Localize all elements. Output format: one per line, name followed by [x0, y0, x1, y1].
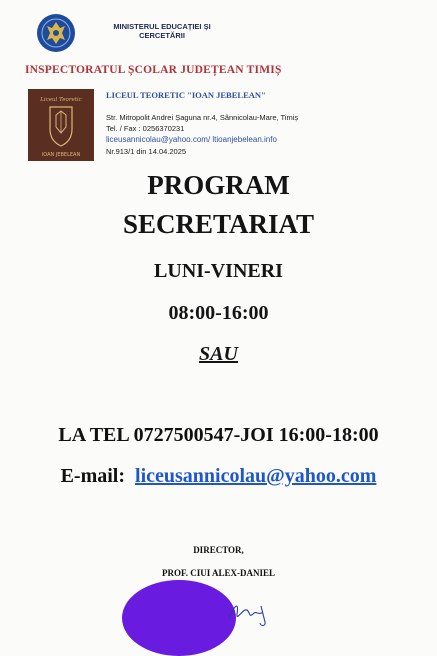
signature-icon [225, 596, 275, 628]
ministry-crest-icon [36, 13, 76, 53]
registration-number: Nr.913/1 din 14.04.2025 [106, 147, 187, 156]
working-hours: 08:00-16:00 [168, 302, 269, 324]
director-title: DIRECTOR, [193, 545, 244, 555]
working-days: LUNI-VINERI [154, 260, 283, 282]
email-line [0, 465, 437, 488]
notice-title-line-1: PROGRAM [147, 170, 290, 200]
ministry-name-line-2: CERCETĂRII [139, 31, 185, 40]
inspectorate-name: INSPECTORATUL ȘCOLAR JUDEȚEAN TIMIȘ [25, 64, 282, 76]
director-name: PROF. CIUI ALEX-DANIEL [162, 568, 275, 578]
notice-title-line-2: SECRETARIAT [122, 209, 315, 239]
school-logo-top-text: Liceul Teoretic [40, 97, 82, 103]
email-label: E-mail: [60, 465, 126, 487]
or-separator: SAU [199, 343, 238, 365]
school-logo [28, 89, 94, 161]
school-email-web[interactable]: liceusannicolau@yahoo.com/ ltioanjebelean.info [106, 135, 277, 144]
redaction-stamp [122, 580, 236, 656]
school-address: Str. Mitropolit Andrei Șaguna nr.4, Sânnicolau-Mare, Timiș [106, 113, 299, 122]
phone-schedule: LA TEL 0727500547-JOI 16:00-18:00 [58, 424, 379, 446]
school-name: LICEUL TEORETIC "IOAN JEBELEAN" [106, 90, 266, 100]
school-phone: Tel. / Fax : 0256370231 [106, 124, 185, 133]
school-logo-bottom-text: IOAN JEBELEAN [41, 152, 81, 158]
ministry-name [92, 22, 232, 40]
ministry-name-line-1: MINISTERUL EDUCAȚIEI ȘI [113, 22, 211, 31]
email-link[interactable]: liceusannicolau@yahoo.com [135, 465, 377, 487]
